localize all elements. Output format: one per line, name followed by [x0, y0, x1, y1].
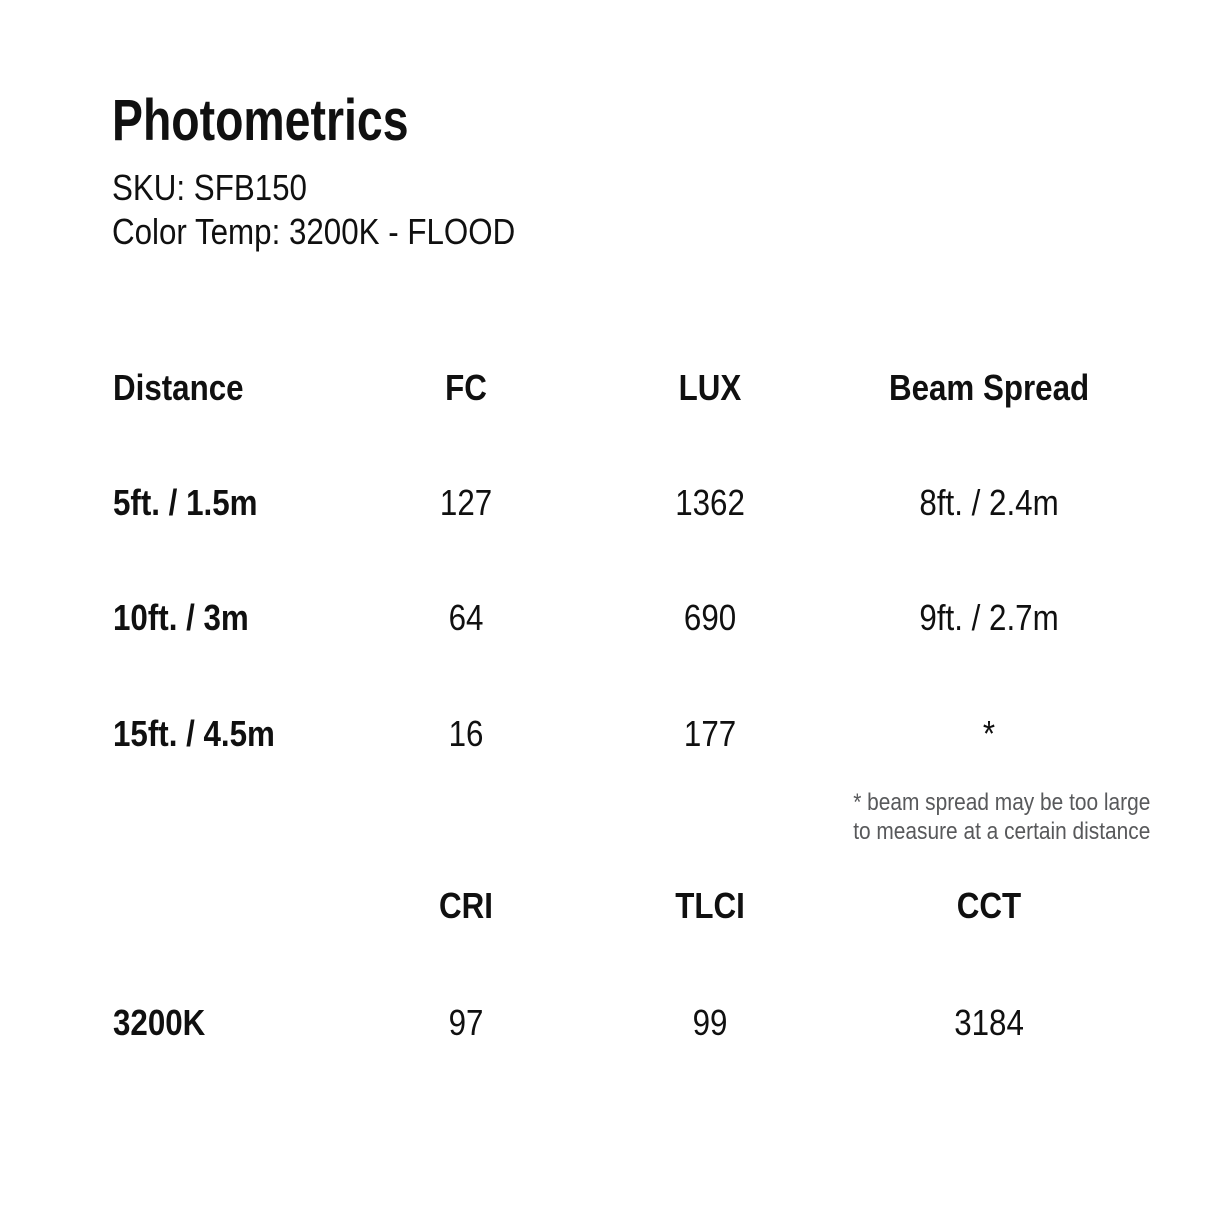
- header-tlci-label: TLCI: [675, 885, 745, 926]
- cri-value: 97: [448, 1002, 484, 1043]
- beam-spread-asterisk: *: [982, 713, 996, 754]
- cct-value: 3184: [954, 1002, 1024, 1043]
- beam-spread-value: 8ft. / 2.4m: [919, 482, 1059, 523]
- color-temp-row-label-cell: [113, 1002, 353, 1043]
- header-cct-label: CCT: [956, 885, 1022, 926]
- header-cell-cri: [353, 885, 579, 926]
- distance-value: 10ft. / 3m: [113, 597, 249, 638]
- cct-cell: [841, 1002, 1137, 1043]
- table-row: [113, 482, 1137, 523]
- lux-value: 690: [683, 597, 737, 638]
- header-lux-label: LUX: [678, 367, 742, 408]
- cri-cell: [353, 1002, 579, 1043]
- tlci-value: 99: [692, 1002, 728, 1043]
- beam-spread-value: 9ft. / 2.7m: [919, 597, 1059, 638]
- header-cri-label: CRI: [439, 885, 493, 926]
- color-temp-line: [112, 211, 576, 252]
- header-cell-lux: [579, 367, 841, 408]
- color-temp-row-label: 3200K: [113, 1002, 206, 1043]
- color-temp-line-text: Color Temp: 3200K - FLOOD: [112, 211, 516, 252]
- page-title-text: Photometrics: [112, 88, 409, 153]
- fc-value: 64: [448, 597, 484, 638]
- page-title: [112, 88, 483, 153]
- lux-value: 177: [683, 713, 737, 754]
- table-row: [113, 713, 1137, 754]
- lux-value: 1362: [675, 482, 745, 523]
- distance-value: 15ft. / 4.5m: [113, 713, 275, 754]
- distance-value: 5ft. / 1.5m: [113, 482, 258, 523]
- fc-value: 16: [448, 713, 484, 754]
- header-cell-beam-spread: [841, 367, 1137, 408]
- beam-spread-cell: [841, 597, 1137, 638]
- header-cell-empty: [113, 888, 353, 924]
- beam-spread-cell: [841, 713, 1137, 754]
- footnote-line-2-text: to measure at a certain distance: [853, 818, 1151, 845]
- beam-spread-footnote: [831, 788, 1151, 846]
- table-row: [113, 1002, 1137, 1043]
- header-cell-cct: [841, 885, 1137, 926]
- header-beam-spread-label: Beam Spread: [888, 367, 1090, 408]
- header-cell-fc: [353, 367, 579, 408]
- photometrics-table-header-row: [113, 367, 1137, 408]
- footnote-line-1: [831, 788, 1151, 817]
- table-row: [113, 597, 1137, 638]
- fc-value: 127: [439, 482, 493, 523]
- lux-cell: [579, 713, 841, 754]
- fc-cell: [353, 482, 579, 523]
- lux-cell: [579, 597, 841, 638]
- sku-line: [112, 167, 336, 208]
- header-cell-distance: [113, 367, 353, 408]
- tlci-cell: [579, 1002, 841, 1043]
- header-distance-label: Distance: [113, 367, 244, 408]
- color-quality-table-header-row: [113, 885, 1137, 926]
- header-fc-label: FC: [445, 367, 487, 408]
- distance-cell: [113, 482, 353, 523]
- beam-spread-cell: [841, 482, 1137, 523]
- footnote-line-1-text: * beam spread may be too large: [853, 789, 1151, 816]
- fc-cell: [353, 597, 579, 638]
- footnote-line-2: [831, 817, 1151, 846]
- distance-cell: [113, 597, 353, 638]
- lux-cell: [579, 482, 841, 523]
- header-cell-tlci: [579, 885, 841, 926]
- sku-line-text: SKU: SFB150: [112, 167, 307, 208]
- fc-cell: [353, 713, 579, 754]
- distance-cell: [113, 713, 353, 754]
